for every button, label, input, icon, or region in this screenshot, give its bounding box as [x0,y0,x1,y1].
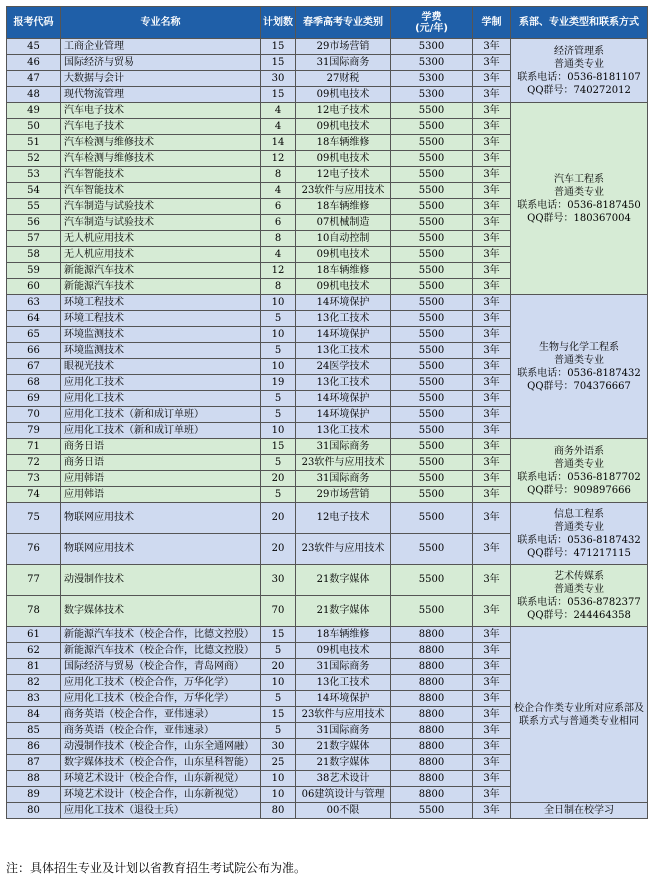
exam-category-cell: 23软件与应用技术 [296,455,391,471]
code-cell: 62 [7,643,61,659]
major-name-cell: 应用化工技术（退役士兵） [61,803,261,819]
duration-cell: 3年 [473,627,511,643]
exam-category-cell: 18车辆维修 [296,263,391,279]
plan-count-cell: 19 [261,375,296,391]
plan-count-cell: 10 [261,771,296,787]
exam-category-cell: 14环境保护 [296,691,391,707]
code-cell: 77 [7,565,61,596]
code-cell: 75 [7,503,61,534]
major-name-cell: 环境艺术设计（校企合作，山东新视觉） [61,787,261,803]
exam-category-cell: 23软件与应用技术 [296,534,391,565]
exam-category-cell: 12电子技术 [296,103,391,119]
duration-cell: 3年 [473,771,511,787]
tuition-cell: 8800 [391,771,473,787]
plan-count-cell: 80 [261,803,296,819]
duration-cell: 3年 [473,247,511,263]
tuition-cell: 5500 [391,565,473,596]
tuition-cell: 5500 [391,231,473,247]
plan-count-cell: 15 [261,55,296,71]
major-name-cell: 汽车电子技术 [61,119,261,135]
code-cell: 53 [7,167,61,183]
duration-cell: 3年 [473,503,511,534]
plan-count-cell: 5 [261,723,296,739]
code-cell: 70 [7,407,61,423]
tuition-cell: 5300 [391,87,473,103]
major-name-cell: 环境监测技术 [61,327,261,343]
major-name-cell: 汽车电子技术 [61,103,261,119]
duration-cell: 3年 [473,263,511,279]
exam-category-cell: 21数字媒体 [296,565,391,596]
plan-count-cell: 10 [261,295,296,311]
plan-count-cell: 20 [261,503,296,534]
table-row [7,439,648,455]
duration-cell: 3年 [473,787,511,803]
duration-cell: 3年 [473,55,511,71]
code-cell: 52 [7,151,61,167]
duration-cell: 3年 [473,183,511,199]
duration-cell: 3年 [473,455,511,471]
plan-count-cell: 5 [261,691,296,707]
department-info-cell: 商务外语系 普通类专业 联系电话：0536-8187702 QQ群号：909897666 [511,439,648,503]
major-name-cell: 商务日语 [61,455,261,471]
plan-count-cell: 15 [261,707,296,723]
code-cell: 51 [7,135,61,151]
exam-category-cell: 18车辆维修 [296,199,391,215]
plan-count-cell: 20 [261,471,296,487]
tuition-cell: 5500 [391,327,473,343]
major-name-cell: 汽车制造与试验技术 [61,215,261,231]
code-cell: 88 [7,771,61,787]
code-cell: 81 [7,659,61,675]
exam-category-cell: 14环境保护 [296,407,391,423]
duration-cell: 3年 [473,199,511,215]
plan-count-cell: 10 [261,359,296,375]
code-cell: 79 [7,423,61,439]
table-row [7,103,648,119]
major-name-cell: 物联网应用技术 [61,534,261,565]
exam-category-cell: 18车辆维修 [296,627,391,643]
enrollment-plan-table [6,6,648,819]
plan-count-cell: 5 [261,343,296,359]
duration-cell: 3年 [473,231,511,247]
code-cell: 57 [7,231,61,247]
tuition-cell: 8800 [391,707,473,723]
plan-count-cell: 4 [261,247,296,263]
tuition-cell: 5500 [391,151,473,167]
code-cell: 55 [7,199,61,215]
major-name-cell: 新能源汽车技术（校企合作，比德文控股） [61,643,261,659]
code-cell: 56 [7,215,61,231]
plan-count-cell: 5 [261,643,296,659]
plan-count-cell: 5 [261,455,296,471]
major-name-cell: 新能源汽车技术（校企合作，比德文控股） [61,627,261,643]
duration-cell: 3年 [473,279,511,295]
tuition-cell: 5500 [391,135,473,151]
tuition-cell: 5300 [391,39,473,55]
major-name-cell: 大数据与会计 [61,71,261,87]
plan-count-cell: 70 [261,596,296,627]
duration-cell: 3年 [473,375,511,391]
header-major-name: 专业名称 [61,7,261,39]
exam-category-cell: 00不限 [296,803,391,819]
tuition-cell: 5500 [391,439,473,455]
major-name-cell: 商务英语（校企合作，亚伟速录） [61,707,261,723]
duration-cell: 3年 [473,359,511,375]
major-name-cell: 新能源汽车技术 [61,279,261,295]
major-name-cell: 动漫制作技术 [61,565,261,596]
duration-cell: 3年 [473,803,511,819]
exam-category-cell: 09机电技术 [296,247,391,263]
exam-category-cell: 13化工技术 [296,343,391,359]
header-code: 报考代码 [7,7,61,39]
exam-category-cell: 24医学技术 [296,359,391,375]
duration-cell: 3年 [473,119,511,135]
tuition-cell: 5500 [391,455,473,471]
header-plan-count: 计划数 [261,7,296,39]
plan-count-cell: 8 [261,231,296,247]
code-cell: 64 [7,311,61,327]
duration-cell: 3年 [473,343,511,359]
major-name-cell: 动漫制作技术（校企合作，山东全通网融） [61,739,261,755]
table-row [7,503,648,534]
department-info-cell: 经济管理系 普通类专业 联系电话：0536-8181107 QQ群号：740272012 [511,39,648,103]
department-info-cell: 信息工程系 普通类专业 联系电话：0536-8187432 QQ群号：471217115 [511,503,648,565]
code-cell: 74 [7,487,61,503]
duration-cell: 3年 [473,423,511,439]
code-cell: 66 [7,343,61,359]
major-name-cell: 应用化工技术（新和成订单班） [61,423,261,439]
code-cell: 72 [7,455,61,471]
plan-count-cell: 20 [261,534,296,565]
duration-cell: 3年 [473,643,511,659]
exam-category-cell: 13化工技术 [296,423,391,439]
major-name-cell: 环境工程技术 [61,311,261,327]
duration-cell: 3年 [473,103,511,119]
code-cell: 60 [7,279,61,295]
tuition-cell: 8800 [391,723,473,739]
tuition-cell: 8800 [391,755,473,771]
tuition-cell: 8800 [391,787,473,803]
tuition-cell: 5500 [391,263,473,279]
plan-count-cell: 12 [261,151,296,167]
plan-count-cell: 8 [261,279,296,295]
exam-category-cell: 14环境保护 [296,391,391,407]
department-info-cell: 生物与化学工程系 普通类专业 联系电话：0536-8187432 QQ群号：704376667 [511,295,648,439]
tuition-cell: 5500 [391,596,473,627]
duration-cell: 3年 [473,439,511,455]
tuition-cell: 5500 [391,471,473,487]
exam-category-cell: 21数字媒体 [296,755,391,771]
duration-cell: 3年 [473,39,511,55]
tuition-cell: 8800 [391,739,473,755]
exam-category-cell: 14环境保护 [296,295,391,311]
table-header-row [7,7,648,39]
duration-cell: 3年 [473,135,511,151]
plan-count-cell: 5 [261,311,296,327]
plan-count-cell: 5 [261,407,296,423]
table-body [7,39,648,819]
duration-cell: 3年 [473,755,511,771]
code-cell: 80 [7,803,61,819]
code-cell: 59 [7,263,61,279]
major-name-cell: 无人机应用技术 [61,231,261,247]
major-name-cell: 应用化工技术 [61,375,261,391]
duration-cell: 3年 [473,151,511,167]
plan-count-cell: 25 [261,755,296,771]
exam-category-cell: 31国际商务 [296,723,391,739]
major-name-cell: 汽车制造与试验技术 [61,199,261,215]
tuition-cell: 5300 [391,55,473,71]
code-cell: 86 [7,739,61,755]
tuition-cell: 5500 [391,803,473,819]
exam-category-cell: 06建筑设计与管理 [296,787,391,803]
tuition-cell: 5500 [391,103,473,119]
exam-category-cell: 29市场营销 [296,39,391,55]
major-name-cell: 应用化工技术（新和成订单班） [61,407,261,423]
tuition-cell: 5500 [391,247,473,263]
major-name-cell: 应用化工技术（校企合作，万华化学） [61,691,261,707]
tuition-cell: 5500 [391,343,473,359]
duration-cell: 3年 [473,167,511,183]
plan-count-cell: 30 [261,565,296,596]
code-cell: 68 [7,375,61,391]
plan-count-cell: 30 [261,71,296,87]
code-cell: 50 [7,119,61,135]
exam-category-cell: 09机电技术 [296,643,391,659]
tuition-cell: 5500 [391,183,473,199]
exam-category-cell: 21数字媒体 [296,739,391,755]
duration-cell: 3年 [473,407,511,423]
major-name-cell: 国际经济与贸易 [61,55,261,71]
tuition-cell: 8800 [391,659,473,675]
duration-cell: 3年 [473,471,511,487]
duration-cell: 3年 [473,707,511,723]
major-name-cell: 国际经济与贸易（校企合作，青岛网商） [61,659,261,675]
duration-cell: 3年 [473,675,511,691]
code-cell: 49 [7,103,61,119]
plan-count-cell: 14 [261,135,296,151]
code-cell: 63 [7,295,61,311]
code-cell: 87 [7,755,61,771]
code-cell: 58 [7,247,61,263]
exam-category-cell: 31国际商务 [296,471,391,487]
major-name-cell: 汽车智能技术 [61,183,261,199]
code-cell: 45 [7,39,61,55]
duration-cell: 3年 [473,659,511,675]
duration-cell: 3年 [473,487,511,503]
plan-count-cell: 8 [261,167,296,183]
duration-cell: 3年 [473,534,511,565]
major-name-cell: 工商企业管理 [61,39,261,55]
duration-cell: 3年 [473,327,511,343]
major-name-cell: 商务英语（校企合作，亚伟速录） [61,723,261,739]
major-name-cell: 环境工程技术 [61,295,261,311]
code-cell: 69 [7,391,61,407]
code-cell: 46 [7,55,61,71]
exam-category-cell: 38艺术设计 [296,771,391,787]
department-info-cell: 汽车工程系 普通类专业 联系电话：0536-8187450 QQ群号：180367004 [511,103,648,295]
tuition-cell: 8800 [391,675,473,691]
major-name-cell: 眼视光技术 [61,359,261,375]
exam-category-cell: 13化工技术 [296,675,391,691]
exam-category-cell: 27财税 [296,71,391,87]
major-name-cell: 环境艺术设计（校企合作，山东新视觉） [61,771,261,787]
duration-cell: 3年 [473,739,511,755]
tuition-cell: 5500 [391,375,473,391]
major-name-cell: 数字媒体技术（校企合作，山东星科智能） [61,755,261,771]
exam-category-cell: 12电子技术 [296,167,391,183]
plan-count-cell: 5 [261,391,296,407]
plan-count-cell: 4 [261,103,296,119]
plan-count-cell: 6 [261,215,296,231]
plan-count-cell: 10 [261,787,296,803]
exam-category-cell: 29市场营销 [296,487,391,503]
major-name-cell: 无人机应用技术 [61,247,261,263]
major-name-cell: 汽车检测与维修技术 [61,135,261,151]
major-name-cell: 应用化工技术（校企合作，万华化学） [61,675,261,691]
code-cell: 76 [7,534,61,565]
plan-count-cell: 6 [261,199,296,215]
header-tuition: 学费 (元/年) [391,7,473,39]
tuition-cell: 5500 [391,407,473,423]
department-info-cell: 艺术传媒系 普通类专业 联系电话：0536-8782377 QQ群号：244464358 [511,565,648,627]
department-info-cell: 校企合作类专业所对应系部及 联系方式与普通类专业相同 [511,627,648,803]
tuition-cell: 5500 [391,199,473,215]
plan-count-cell: 15 [261,439,296,455]
plan-count-cell: 15 [261,627,296,643]
duration-cell: 3年 [473,723,511,739]
tuition-cell: 5500 [391,487,473,503]
header-duration: 学制 [473,7,511,39]
exam-category-cell: 23软件与应用技术 [296,707,391,723]
code-cell: 48 [7,87,61,103]
code-cell: 85 [7,723,61,739]
code-cell: 73 [7,471,61,487]
exam-category-cell: 09机电技术 [296,151,391,167]
table-row [7,295,648,311]
header-exam-category: 春季高考专业类别 [296,7,391,39]
major-name-cell: 现代物流管理 [61,87,261,103]
duration-cell: 3年 [473,215,511,231]
table-row [7,803,648,819]
code-cell: 67 [7,359,61,375]
plan-count-cell: 15 [261,87,296,103]
major-name-cell: 物联网应用技术 [61,503,261,534]
plan-count-cell: 10 [261,423,296,439]
major-name-cell: 商务日语 [61,439,261,455]
plan-count-cell: 30 [261,739,296,755]
major-name-cell: 环境监测技术 [61,343,261,359]
code-cell: 89 [7,787,61,803]
table-row [7,39,648,55]
exam-category-cell: 31国际商务 [296,55,391,71]
plan-count-cell: 5 [261,487,296,503]
tuition-cell: 5500 [391,295,473,311]
exam-category-cell: 18车辆维修 [296,135,391,151]
duration-cell: 3年 [473,391,511,407]
plan-count-cell: 4 [261,119,296,135]
table-row [7,565,648,596]
exam-category-cell: 07机械制造 [296,215,391,231]
duration-cell: 3年 [473,87,511,103]
duration-cell: 3年 [473,311,511,327]
exam-category-cell: 31国际商务 [296,659,391,675]
header-department: 系部、专业类型和联系方式 [511,7,648,39]
code-cell: 83 [7,691,61,707]
tuition-cell: 5500 [391,311,473,327]
plan-count-cell: 10 [261,327,296,343]
exam-category-cell: 23软件与应用技术 [296,183,391,199]
tuition-cell: 5500 [391,167,473,183]
major-name-cell: 应用韩语 [61,487,261,503]
major-name-cell: 数字媒体技术 [61,596,261,627]
plan-count-cell: 20 [261,659,296,675]
code-cell: 71 [7,439,61,455]
duration-cell: 3年 [473,691,511,707]
tuition-cell: 5300 [391,71,473,87]
code-cell: 47 [7,71,61,87]
tuition-cell: 8800 [391,643,473,659]
duration-cell: 3年 [473,596,511,627]
major-name-cell: 应用化工技术 [61,391,261,407]
tuition-cell: 5500 [391,119,473,135]
tuition-cell: 5500 [391,391,473,407]
exam-category-cell: 13化工技术 [296,311,391,327]
tuition-cell: 5500 [391,503,473,534]
plan-count-cell: 4 [261,183,296,199]
tuition-cell: 5500 [391,423,473,439]
tuition-cell: 5500 [391,215,473,231]
duration-cell: 3年 [473,71,511,87]
footnote: 注：具体招生专业及计划以省教育招生考试院公布为准。 [6,861,307,875]
code-cell: 61 [7,627,61,643]
plan-count-cell: 10 [261,675,296,691]
plan-count-cell: 15 [261,39,296,55]
exam-category-cell: 12电子技术 [296,503,391,534]
major-name-cell: 汽车智能技术 [61,167,261,183]
exam-category-cell: 31国际商务 [296,439,391,455]
tuition-cell: 5500 [391,534,473,565]
plan-count-cell: 12 [261,263,296,279]
code-cell: 54 [7,183,61,199]
major-name-cell: 新能源汽车技术 [61,263,261,279]
code-cell: 78 [7,596,61,627]
tuition-cell: 8800 [391,627,473,643]
exam-category-cell: 09机电技术 [296,279,391,295]
exam-category-cell: 21数字媒体 [296,596,391,627]
duration-cell: 3年 [473,565,511,596]
code-cell: 84 [7,707,61,723]
duration-cell: 3年 [473,295,511,311]
tuition-cell: 5500 [391,279,473,295]
major-name-cell: 应用韩语 [61,471,261,487]
major-name-cell: 汽车检测与维修技术 [61,151,261,167]
table-row [7,627,648,643]
exam-category-cell: 09机电技术 [296,119,391,135]
code-cell: 82 [7,675,61,691]
tuition-cell: 8800 [391,691,473,707]
exam-category-cell: 10自动控制 [296,231,391,247]
exam-category-cell: 14环境保护 [296,327,391,343]
exam-category-cell: 13化工技术 [296,375,391,391]
exam-category-cell: 09机电技术 [296,87,391,103]
tuition-cell: 5500 [391,359,473,375]
code-cell: 65 [7,327,61,343]
department-info-cell: 全日制在校学习 [511,803,648,819]
